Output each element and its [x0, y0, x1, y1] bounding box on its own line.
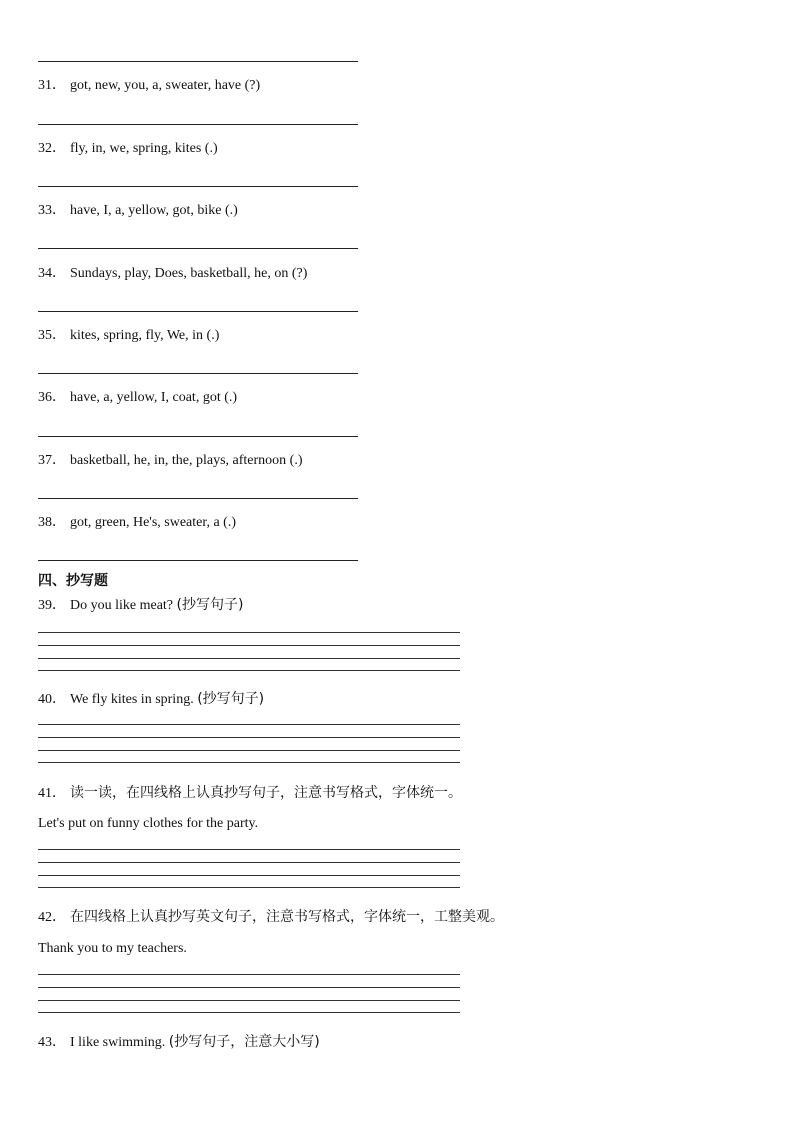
- answer-line[interactable]: [38, 186, 358, 187]
- question-words: kites, spring, fly, We, in (.): [70, 328, 220, 343]
- question-number: 39．: [38, 598, 66, 613]
- question-instruction: (抄写句子，注意大小写): [168, 1034, 320, 1050]
- question-40: [38, 690, 264, 709]
- question-words: basketball, he, in, the, plays, afternoon (.): [70, 453, 303, 468]
- question-words: Sundays, play, Does, basketball, he, on (?): [70, 266, 308, 281]
- question-number: 42．: [38, 910, 66, 925]
- question-words: got, green, He's, sweater, a (.): [70, 515, 237, 530]
- model-sentence: Let's put on funny clothes for the party.: [38, 816, 259, 831]
- question-words: have, I, a, yellow, got, bike (.): [70, 203, 238, 218]
- four-line-grid[interactable]: [38, 849, 460, 888]
- question-words: have, a, yellow, I, coat, got (.): [70, 390, 238, 405]
- question-number: 37．: [38, 453, 66, 468]
- question-number: 36．: [38, 390, 66, 405]
- four-line-grid[interactable]: [38, 724, 460, 763]
- question-43: [38, 1033, 320, 1052]
- question-36: [38, 389, 237, 407]
- answer-line[interactable]: [38, 124, 358, 125]
- four-line-grid[interactable]: [38, 632, 460, 671]
- question-34: [38, 265, 307, 283]
- question-number: 32．: [38, 141, 66, 156]
- question-38: [38, 514, 236, 532]
- question-words: fly, in, we, spring, kites (.): [70, 141, 218, 156]
- question-number: 31．: [38, 78, 66, 93]
- question-instruction: 读一读，在四线格上认真抄写句子，注意书写格式，字体统一。: [70, 785, 462, 801]
- question-number: 40．: [38, 692, 66, 707]
- question-instruction: (抄写句子): [176, 597, 244, 613]
- question-number: 38．: [38, 515, 66, 530]
- question-number: 35．: [38, 328, 66, 343]
- question-instruction: 在四线格上认真抄写英文句子，注意书写格式，字体统一，工整美观。: [70, 909, 504, 925]
- answer-line: [38, 61, 358, 62]
- question-sentence: Do you like meat?: [70, 598, 177, 613]
- question-sentence: I like swimming.: [70, 1035, 169, 1050]
- question-sentence: We fly kites in spring.: [70, 692, 198, 707]
- answer-line[interactable]: [38, 436, 358, 437]
- question-39: [38, 596, 243, 615]
- answer-line[interactable]: [38, 560, 358, 561]
- question-31: [38, 77, 260, 95]
- question-42: [38, 908, 504, 927]
- section-title: 四、抄写题: [38, 573, 108, 589]
- question-32: [38, 140, 218, 158]
- question-words: got, new, you, a, sweater, have (?): [70, 78, 261, 93]
- question-33: [38, 202, 238, 220]
- four-line-grid[interactable]: [38, 974, 460, 1013]
- question-37: [38, 452, 302, 470]
- question-number: 34．: [38, 266, 66, 281]
- model-sentence: Thank you to my teachers.: [38, 941, 187, 956]
- answer-line[interactable]: [38, 311, 358, 312]
- question-instruction: (抄写句子): [197, 691, 265, 707]
- question-number: 43．: [38, 1035, 66, 1050]
- answer-line[interactable]: [38, 498, 358, 499]
- question-number: 33．: [38, 203, 66, 218]
- answer-line[interactable]: [38, 373, 358, 374]
- question-number: 41．: [38, 786, 66, 801]
- question-41: [38, 784, 462, 803]
- question-35: [38, 327, 219, 345]
- answer-line[interactable]: [38, 248, 358, 249]
